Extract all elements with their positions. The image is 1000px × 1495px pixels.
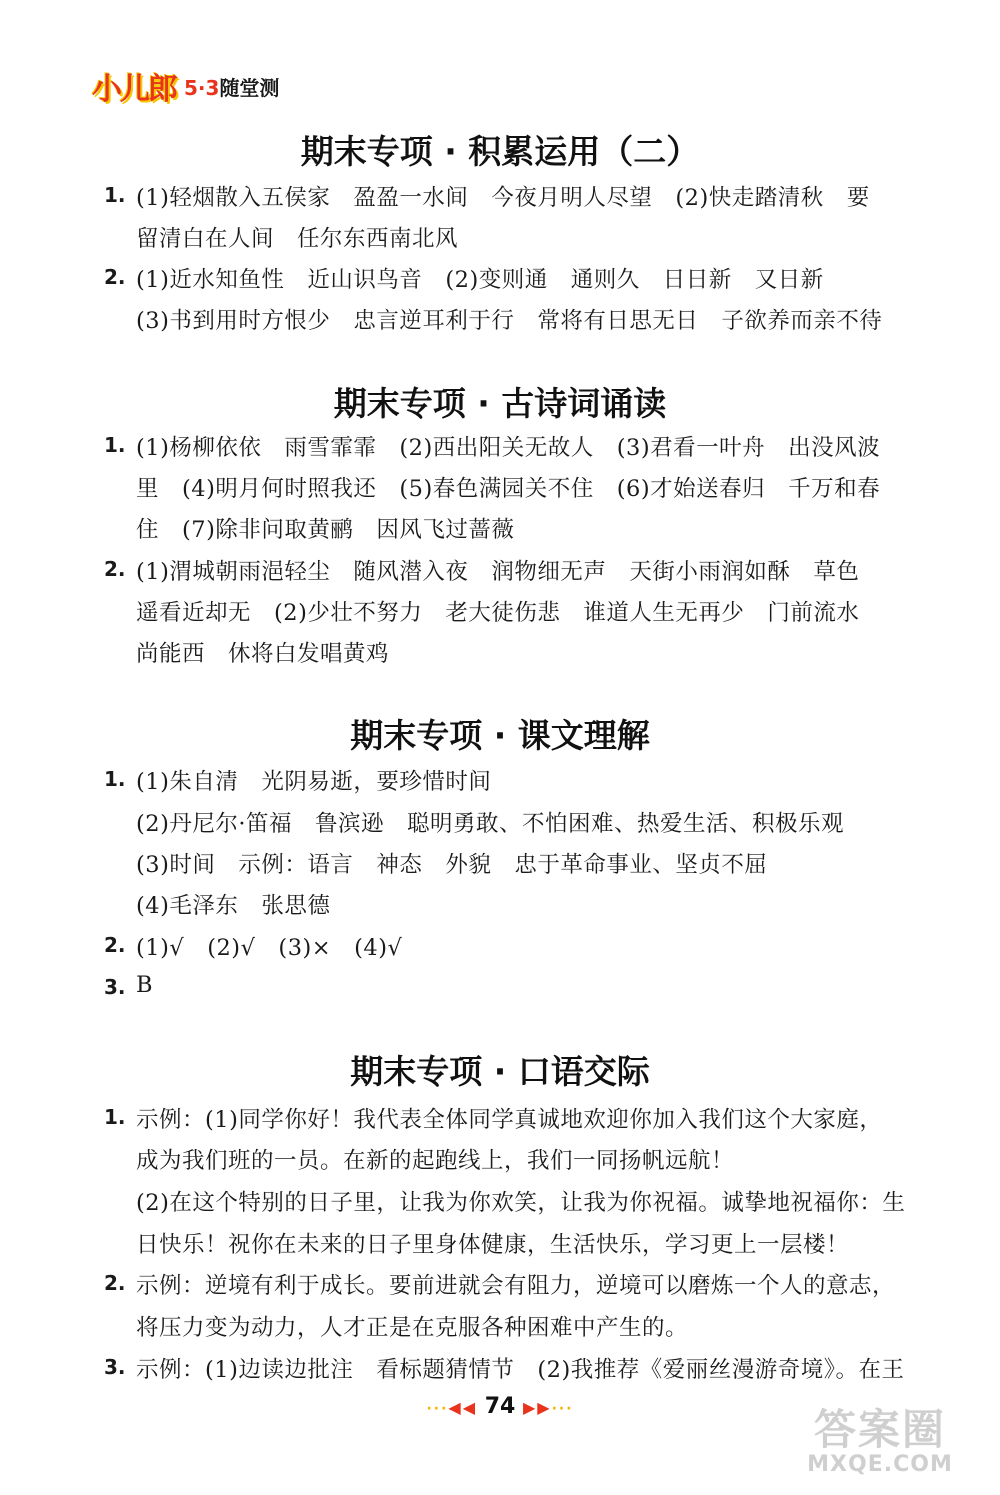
item-number: 1. bbox=[104, 183, 126, 207]
item-number: 3. bbox=[104, 1355, 126, 1379]
arrow-right-icon: ▶▶ bbox=[522, 1398, 552, 1417]
answer-line: (3)时间 示例：语言 神态 外貌 忠于革命事业、坚贞不屈 bbox=[136, 852, 768, 878]
answer-line: 将压力变为动力，人才正是在克服各种困难中产生的。 bbox=[136, 1315, 689, 1341]
section-title-comprehension: 期末专项 · 课文理解 bbox=[350, 716, 650, 755]
answer-line: (1)渭城朝雨浥轻尘 随风潜入夜 润物细无声 天街小雨润如酥 草色 bbox=[136, 559, 860, 585]
item-number: 2. bbox=[104, 557, 126, 581]
answer-line: 尚能西 休将白发唱黄鸡 bbox=[136, 641, 390, 667]
answer-line: B bbox=[136, 972, 154, 998]
answer-line: 住 (7)除非问取黄鹂 因风飞过蔷薇 bbox=[136, 517, 515, 543]
answer-line: 日快乐！祝你在未来的日子里身体健康，生活快乐，学习更上一层楼！ bbox=[136, 1232, 850, 1258]
brand-header bbox=[92, 66, 279, 106]
answer-line: 遥看近却无 (2)少壮不努力 老大徒伤悲 谁道人生无再少 门前流水 bbox=[136, 600, 860, 626]
decorative-dots-icon: ··· bbox=[426, 1401, 449, 1417]
brand-logo: 小儿郎 bbox=[92, 72, 176, 107]
answer-line: (1)朱自清 光阴易逝，要珍惜时间 bbox=[136, 769, 492, 795]
page-number: 74 bbox=[484, 1394, 516, 1419]
answer-line: (1)近水知鱼性 近山识鸟音 (2)变则通 通则久 日日新 又日新 bbox=[136, 267, 824, 293]
series-number: 5·3 bbox=[184, 75, 220, 100]
answer-line: 里 (4)明月何时照我还 (5)春色满园关不住 (6)才始送春归 千万和春 bbox=[136, 476, 881, 502]
watermark-line2: MXQE.COM bbox=[807, 1452, 953, 1477]
item-number: 2. bbox=[104, 933, 126, 957]
answer-line: (1)杨柳依依 雨雪霏霏 (2)西出阳关无故人 (3)君看一叶舟 出没风波 bbox=[136, 435, 881, 461]
answer-line: 示例：逆境有利于成长。要前进就会有阻力，逆境可以磨炼一个人的意志， bbox=[136, 1273, 896, 1299]
item-number: 2. bbox=[104, 1271, 126, 1295]
answer-line: 示例：(1)边读边批注 看标题猜情节 (2)我推荐《爱丽丝漫游奇境》。在王 bbox=[136, 1357, 905, 1383]
watermark-line1: 答案圈 bbox=[813, 1405, 946, 1454]
answer-line: 留清白在人间 任尔东西南北风 bbox=[136, 226, 459, 252]
arrow-left-icon: ◀◀ bbox=[448, 1398, 478, 1417]
answer-line: 成为我们班的一员。在新的起跑线上，我们一同扬帆远航！ bbox=[136, 1148, 735, 1174]
series-name: 随堂测 bbox=[219, 75, 280, 100]
answer-line: 示例：(1)同学你好！我代表全体同学真诚地欢迎你加入我们这个大家庭， bbox=[136, 1107, 883, 1133]
item-number: 2. bbox=[104, 265, 126, 289]
section-title-poetry: 期末专项 · 古诗词诵读 bbox=[333, 384, 667, 423]
section-title-oral: 期末专项 · 口语交际 bbox=[350, 1052, 650, 1091]
section-title-accumulation: 期末专项 · 积累运用（二） bbox=[300, 132, 700, 171]
answer-line: (4)毛泽东 张思德 bbox=[136, 893, 331, 919]
item-number: 3. bbox=[104, 975, 126, 999]
answer-line: (2)在这个特别的日子里，让我为你欢笑，让我为你祝福。诚挚地祝福你：生 bbox=[136, 1190, 906, 1216]
answer-line: (1)√ (2)√ (3)× (4)√ bbox=[136, 935, 403, 961]
answer-line: (3)书到用时方恨少 忠言逆耳利于行 常将有日思无日 子欲养而亲不待 bbox=[136, 308, 883, 334]
answer-line: (2)丹尼尔·笛福 鲁滨逊 聪明勇敢、不怕困难、热爱生活、积极乐观 bbox=[136, 811, 845, 837]
item-number: 1. bbox=[104, 767, 126, 791]
item-number: 1. bbox=[104, 1105, 126, 1129]
watermark bbox=[780, 1407, 980, 1477]
brand-series bbox=[184, 72, 279, 101]
item-number: 1. bbox=[104, 433, 126, 457]
decorative-dots-icon: ··· bbox=[551, 1401, 574, 1417]
answer-line: (1)轻烟散入五侯家 盈盈一水间 今夜月明人尽望 (2)快走踏清秋 要 bbox=[136, 185, 870, 211]
